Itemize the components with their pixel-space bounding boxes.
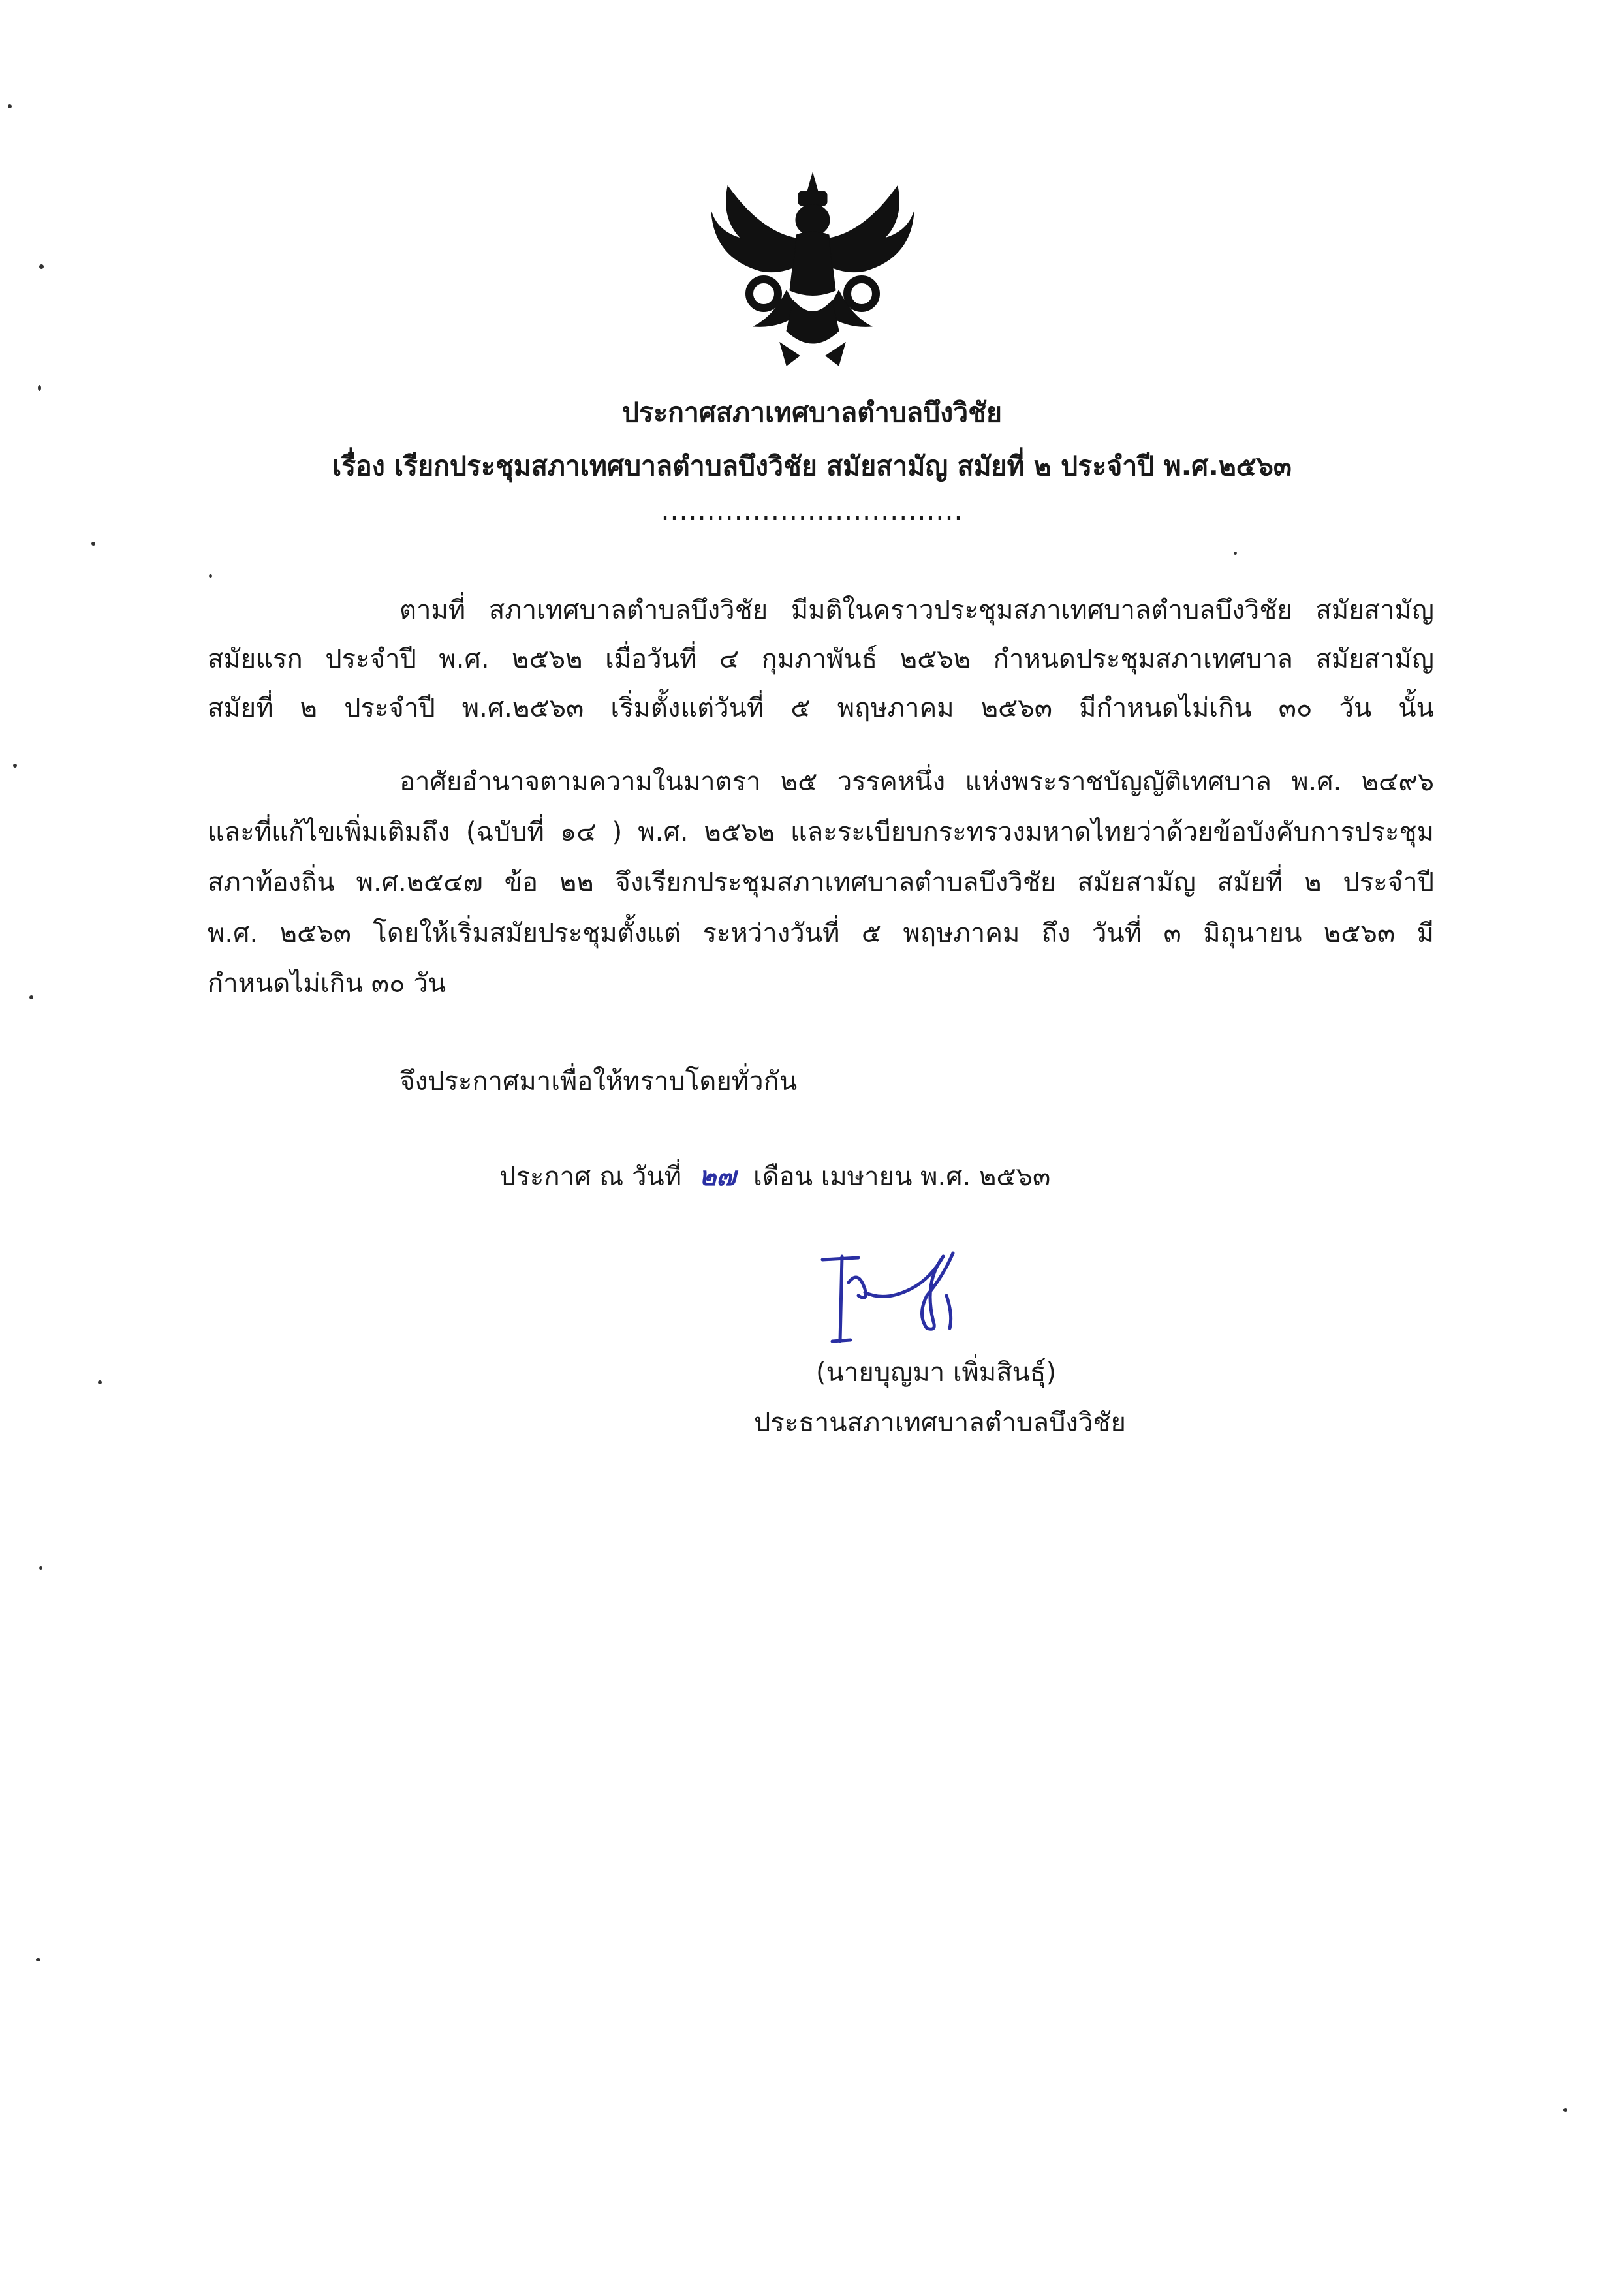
date-prefix: ประกาศ ณ วันที่ xyxy=(499,1162,682,1192)
scan-speck xyxy=(1563,2108,1567,2112)
scan-speck xyxy=(209,574,212,578)
paragraph-1-line: สมัยแรก ประจำปี พ.ศ. ๒๕๖๒ เมื่อวันที่ ๔ กุมภาพันธ์ ๒๕๖๒ กำหนดประชุมสภาเทศบาล สมัยสามัญ xyxy=(208,644,1434,674)
separator-dots: ................................. xyxy=(661,495,963,526)
date-day-handwritten: ๒๗ xyxy=(698,1162,736,1192)
paragraph-2-line: กำหนดไม่เกิน ๓๐ วัน xyxy=(208,969,446,999)
scan-speck xyxy=(29,995,33,999)
signer-name: (นายบุญมา เพิ่มสินธุ์) xyxy=(816,1358,1057,1388)
signer-position: ประธานสภาเทศบาลตำบลบึงวิชัย xyxy=(754,1408,1126,1438)
scan-speck xyxy=(13,764,17,768)
signature-image xyxy=(813,1243,976,1348)
announcement-subject: เรื่อง เรียกประชุมสภาเทศบาลตำบลบึงวิชัย สมัยสามัญ สมัยที่ ๒ ประจำปี พ.ศ.๒๕๖๓ xyxy=(332,450,1292,482)
scan-speck xyxy=(39,264,44,269)
closing-statement: จึงประกาศมาเพื่อให้ทราบโดยทั่วกัน xyxy=(399,1066,798,1097)
scan-speck xyxy=(91,542,95,546)
paragraph-1-line: ตามที่ สภาเทศบาลตำบลบึงวิชัย มีมติในคราวประชุมสภาเทศบาลตำบลบึงวิชัย สมัยสามัญ xyxy=(399,595,1434,625)
scan-speck xyxy=(98,1380,102,1384)
garuda-emblem-icon xyxy=(702,160,924,375)
paragraph-2-line: อาศัยอำนาจตามความในมาตรา ๒๕ วรรคหนึ่ง แห่งพระราชบัญญัติเทศบาล พ.ศ. ๒๔๙๖ xyxy=(399,767,1434,797)
announcement-title: ประกาศสภาเทศบาลตำบลบึงวิชัย xyxy=(622,397,1002,428)
scan-speck xyxy=(1234,552,1237,555)
announcement-date xyxy=(499,1164,1050,1190)
scan-speck xyxy=(8,104,12,108)
paragraph-1-line: สมัยที่ ๒ ประจำปี พ.ศ.๒๕๖๓ เริ่มตั้งแต่วันที่ ๕ พฤษภาคม ๒๕๖๓ มีกำหนดไม่เกิน ๓๐ วัน นั้น xyxy=(208,693,1434,723)
scan-speck xyxy=(38,385,41,391)
paragraph-2-line: และที่แก้ไขเพิ่มเติมถึง (ฉบับที่ ๑๔ ) พ.ศ. ๒๕๖๒ และระเบียบกระทรวงมหาดไทยว่าด้วยข้อบังคับการประชุม xyxy=(208,817,1434,847)
paragraph-2-line: สภาท้องถิ่น พ.ศ.๒๕๔๗ ข้อ ๒๒ จึงเรียกประชุมสภาเทศบาลตำบลบึงวิชัย สมัยสามัญ สมัยที่ ๒ ประจำปี xyxy=(208,867,1434,897)
scan-speck xyxy=(39,1566,42,1570)
paragraph-2-line: พ.ศ. ๒๕๖๓ โดยให้เริ่มสมัยประชุมตั้งแต่ ระหว่างวันที่ ๕ พฤษภาคม ถึง วันที่ ๓ มิถุนายน ๒๕๖๓ มี xyxy=(208,918,1434,948)
date-suffix: เดือน เมษายน พ.ศ. ๒๕๖๓ xyxy=(753,1162,1051,1192)
scan-speck xyxy=(36,1958,40,1961)
